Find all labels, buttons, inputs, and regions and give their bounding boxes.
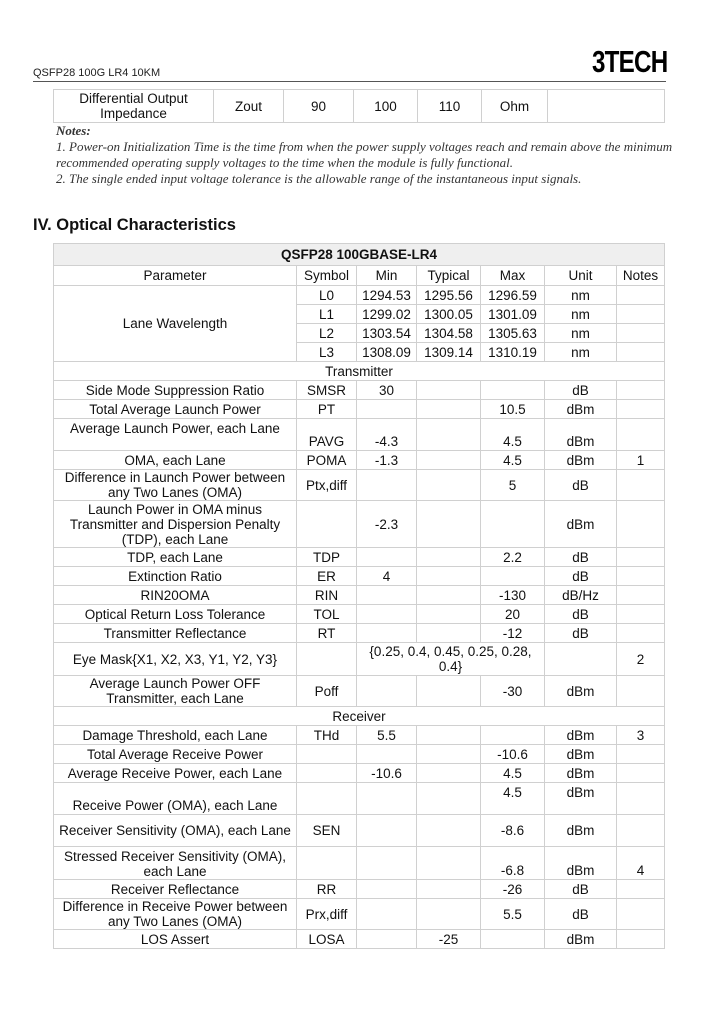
cell-parameter: TDP, each Lane [54,548,297,567]
cell-notes [617,286,665,305]
cell-unit: dBm [545,815,617,847]
cell-max: 5 [481,470,545,501]
cell-unit: dBm [545,676,617,707]
cell-parameter: Receiver Sensitivity (OMA), each Lane [54,815,297,847]
cell-unit: dB [545,899,617,930]
cell-symbol: RR [297,880,357,899]
cell-parameter: Launch Power in OMA minus Transmitter and Dispersion Penalty (TDP), each Lane [54,501,297,548]
cell-unit: Ohm [482,90,548,123]
brand-logo: 3TECH [592,44,668,79]
table-row [54,400,665,419]
cell-unit: dBm [545,451,617,470]
cell-notes [548,90,665,123]
cell-typical [417,745,481,764]
cell-min: 1294.53 [357,286,417,305]
cell-typical [417,764,481,783]
table-row [54,90,665,123]
cell-notes [617,381,665,400]
table-row [54,567,665,586]
cell-parameter: Average Receive Power, each Lane [54,764,297,783]
cell-max: -12 [481,624,545,643]
table-row [54,381,665,400]
cell-parameter: Receiver Reflectance [54,880,297,899]
cell-typical [417,501,481,548]
cell-notes [617,624,665,643]
cell-min: -1.3 [357,451,417,470]
cell-notes [617,343,665,362]
table-row [54,419,665,451]
cell-min [357,899,417,930]
cell-parameter: Optical Return Loss Tolerance [54,605,297,624]
cell-parameter: Eye Mask{X1, X2, X3, Y1, Y2, Y3} [54,643,297,676]
cell-typical [417,419,481,451]
table-row [54,501,665,548]
col-header-unit: Unit [545,266,617,286]
cell-max: -130 [481,586,545,605]
cell-typical: 1295.56 [417,286,481,305]
cell-max: 1305.63 [481,324,545,343]
cell-max: -30 [481,676,545,707]
cell-symbol: L0 [297,286,357,305]
cell-notes [617,815,665,847]
cell-notes [617,605,665,624]
cell-notes [617,548,665,567]
cell-symbol [297,501,357,548]
table-row [54,783,665,815]
col-header-notes: Notes [617,266,665,286]
cell-typical [417,815,481,847]
cell-typical: 1304.58 [417,324,481,343]
cell-symbol: LOSA [297,930,357,949]
table-row [54,643,665,676]
notes-block [56,123,676,187]
cell-notes [617,880,665,899]
cell-max [481,567,545,586]
cell-eye-mask-value: {0.25, 0.4, 0.45, 0.25, 0.28, 0.4} [357,643,545,676]
table-row [54,930,665,949]
cell-unit: dBm [545,745,617,764]
cell-unit: dB [545,567,617,586]
cell-max [481,381,545,400]
cell-symbol [297,764,357,783]
cell-max [481,726,545,745]
cell-symbol [297,643,357,676]
cell-min: -10.6 [357,764,417,783]
cell-symbol: POMA [297,451,357,470]
table-title: QSFP28 100GBASE-LR4 [54,244,665,266]
table-row [54,726,665,745]
table-row [54,899,665,930]
cell-min: 1303.54 [357,324,417,343]
cell-unit: dBm [545,419,617,451]
cell-parameter: Difference in Launch Power between any Two Lanes (OMA) [54,470,297,501]
cell-parameter: OMA, each Lane [54,451,297,470]
table-row [54,745,665,764]
cell-notes [617,930,665,949]
header-divider [33,81,666,82]
cell-notes: 3 [617,726,665,745]
cell-unit: dB/Hz [545,586,617,605]
table-title-row [54,244,665,266]
cell-parameter: Difference in Receive Power between any Two Lanes (OMA) [54,899,297,930]
cell-max: 4.5 [481,764,545,783]
cell-min: 4 [357,567,417,586]
cell-parameter: Differential Output Impedance [54,90,214,123]
cell-parameter: Total Average Receive Power [54,745,297,764]
cell-notes [617,745,665,764]
cell-symbol: Prx,diff [297,899,357,930]
cell-parameter: Total Average Launch Power [54,400,297,419]
cell-unit: dBm [545,400,617,419]
cell-symbol: Zout [214,90,284,123]
note-item: 2. The single ended input voltage tolerance is the allowable range of the instantaneous input signals. [56,171,582,186]
table-row [54,624,665,643]
cell-unit: dBm [545,501,617,548]
cell-max: 5.5 [481,899,545,930]
cell-min: 1299.02 [357,305,417,324]
cell-symbol [297,783,357,815]
col-header-max: Max [481,266,545,286]
cell-min [357,880,417,899]
cell-min [357,815,417,847]
cell-parameter: Lane Wavelength [54,286,297,362]
table-row [54,451,665,470]
cell-unit: dB [545,381,617,400]
note-item: 1. Power-on Initialization Time is the time from when the power supply voltages reach and remain above the minimum recommended operating supply voltages to the time when the module is fully functional. [56,139,673,170]
cell-max: 1310.19 [481,343,545,362]
table-row [54,676,665,707]
cell-typical [417,899,481,930]
cell-unit: dB [545,880,617,899]
cell-symbol: PT [297,400,357,419]
cell-symbol: L1 [297,305,357,324]
table-row [54,548,665,567]
cell-symbol: Poff [297,676,357,707]
cell-max: 4.5 [481,783,545,815]
section-title: IV. Optical Characteristics [33,216,236,234]
group-label: Receiver [54,707,665,726]
cell-typical [417,451,481,470]
electrical-table-continued [53,89,665,123]
cell-max: 1296.59 [481,286,545,305]
cell-symbol: RT [297,624,357,643]
cell-min [357,548,417,567]
cell-typical [417,586,481,605]
cell-unit: nm [545,324,617,343]
cell-typical: 1300.05 [417,305,481,324]
group-row-transmitter [54,362,665,381]
document-header-product: QSFP28 100G LR4 10KM [33,67,161,79]
cell-notes [617,783,665,815]
cell-min [357,400,417,419]
optical-characteristics-table [53,243,665,949]
cell-unit [545,643,617,676]
cell-symbol [297,745,357,764]
cell-notes [617,899,665,930]
cell-min: 5.5 [357,726,417,745]
table-row [54,470,665,501]
col-header-symbol: Symbol [297,266,357,286]
cell-min [357,470,417,501]
cell-max: -10.6 [481,745,545,764]
cell-parameter: Stressed Receiver Sensitivity (OMA), each Lane [54,847,297,880]
cell-notes: 4 [617,847,665,880]
cell-notes [617,324,665,343]
cell-notes [617,764,665,783]
cell-notes [617,676,665,707]
cell-notes [617,305,665,324]
cell-typical [417,726,481,745]
cell-symbol: SEN [297,815,357,847]
cell-typical [417,567,481,586]
cell-unit: dB [545,548,617,567]
cell-max: 4.5 [481,419,545,451]
cell-max: -8.6 [481,815,545,847]
group-row-receiver [54,707,665,726]
cell-notes: 2 [617,643,665,676]
cell-typical [417,470,481,501]
cell-symbol: TOL [297,605,357,624]
cell-symbol: THd [297,726,357,745]
cell-parameter: Extinction Ratio [54,567,297,586]
cell-typical: -25 [417,930,481,949]
cell-max: 1301.09 [481,305,545,324]
cell-min [357,847,417,880]
cell-max: 10.5 [481,400,545,419]
cell-typical [417,880,481,899]
cell-typical [417,548,481,567]
table-row [54,286,665,305]
cell-max: 110 [418,90,482,123]
col-header-min: Min [357,266,417,286]
cell-parameter: LOS Assert [54,930,297,949]
cell-min [357,586,417,605]
cell-max: 2.2 [481,548,545,567]
cell-symbol: L2 [297,324,357,343]
cell-unit: dBm [545,847,617,880]
cell-parameter: RIN20OMA [54,586,297,605]
cell-unit: dB [545,624,617,643]
cell-notes [617,501,665,548]
cell-symbol: TDP [297,548,357,567]
group-label: Transmitter [54,362,665,381]
table-row [54,880,665,899]
cell-typical [417,783,481,815]
cell-typical [417,381,481,400]
cell-typical [417,847,481,880]
cell-max [481,501,545,548]
cell-parameter: Side Mode Suppression Ratio [54,381,297,400]
cell-unit: dBm [545,783,617,815]
cell-unit: dB [545,470,617,501]
cell-notes [617,400,665,419]
cell-parameter: Transmitter Reflectance [54,624,297,643]
cell-typical: 1309.14 [417,343,481,362]
cell-min [357,624,417,643]
cell-typical [417,676,481,707]
col-header-parameter: Parameter [54,266,297,286]
cell-max: -6.8 [481,847,545,880]
cell-unit: dBm [545,726,617,745]
cell-typical: 100 [354,90,418,123]
cell-symbol [297,847,357,880]
col-header-typical: Typical [417,266,481,286]
cell-min: -2.3 [357,501,417,548]
cell-max: 20 [481,605,545,624]
cell-notes: 1 [617,451,665,470]
cell-min: 30 [357,381,417,400]
notes-title: Notes: [56,123,91,138]
cell-parameter: Average Launch Power OFF Transmitter, each Lane [54,676,297,707]
cell-symbol: ER [297,567,357,586]
cell-typical [417,400,481,419]
cell-unit: nm [545,286,617,305]
cell-symbol: Ptx,diff [297,470,357,501]
cell-unit: dBm [545,930,617,949]
cell-parameter: Receive Power (OMA), each Lane [54,783,297,815]
cell-notes [617,470,665,501]
cell-min [357,930,417,949]
table-row [54,847,665,880]
cell-symbol: RIN [297,586,357,605]
cell-unit: dBm [545,764,617,783]
cell-parameter: Damage Threshold, each Lane [54,726,297,745]
cell-min [357,783,417,815]
cell-max: 4.5 [481,451,545,470]
cell-symbol: SMSR [297,381,357,400]
cell-typical [417,624,481,643]
table-row [54,764,665,783]
cell-min [357,745,417,764]
column-header-row [54,266,665,286]
cell-symbol: PAVG [297,419,357,451]
table-row [54,605,665,624]
cell-unit: nm [545,343,617,362]
cell-unit: dB [545,605,617,624]
cell-notes [617,586,665,605]
cell-max: -26 [481,880,545,899]
cell-unit: nm [545,305,617,324]
cell-parameter: Average Launch Power, each Lane [54,419,297,451]
cell-symbol: L3 [297,343,357,362]
table-row [54,815,665,847]
cell-min: -4.3 [357,419,417,451]
cell-typical [417,605,481,624]
cell-max [481,930,545,949]
cell-min: 90 [284,90,354,123]
cell-notes [617,419,665,451]
cell-min [357,605,417,624]
cell-min [357,676,417,707]
table-row [54,586,665,605]
cell-min: 1308.09 [357,343,417,362]
cell-notes [617,567,665,586]
